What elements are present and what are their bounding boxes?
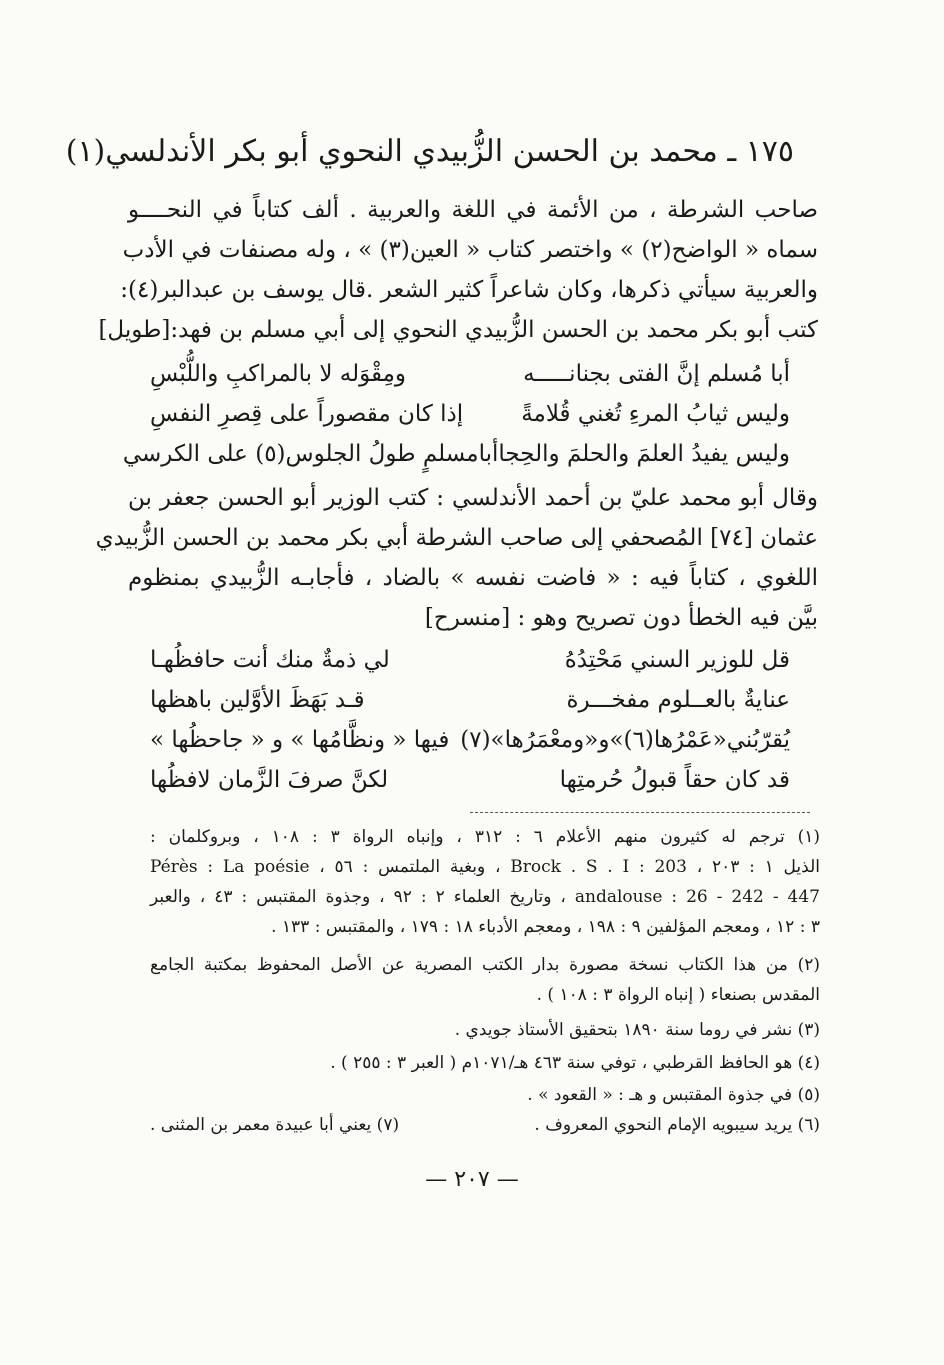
verse-second-hemistich: إذا كان مقصوراً على قِصرِ النفسِ [150, 401, 464, 427]
verse-first-hemistich: يُقرّبُني«عَمْرُها(٦)»و«ومعْمَرُها»(٧) [460, 727, 790, 753]
page-number: — ٢٠٧ — [425, 1167, 519, 1192]
footnote-separator [470, 812, 810, 813]
body-line: كتب أبو بكر محمد بن الحسن الزُّبيدي النحوي إلى أبي مسلم بن فهد:[طويل] [98, 317, 818, 343]
body-line: والعربية سيأتي ذكرها، وكان شاعراً كثير الشعر .قال يوسف بن عبدالبر(٤): [120, 277, 818, 303]
verse-first-hemistich: قل للوزير السني مَحْتِدُهُ [564, 647, 790, 673]
verse-second-hemistich: لكنَّ صرفَ الزَّمان لافظُها [150, 767, 389, 793]
verse-line [150, 640, 790, 680]
footnote-line: (٥) في جذوة المقتبس و هـ : « القعود » . [527, 1085, 820, 1105]
verse-second-hemistich: فيها « ونظَّامُها » و « جاحظُها » [150, 727, 450, 753]
footnote-line: (٤) هو الحافظ القرطبي ، توفي سنة ٤٦٣ هـ/١٠٧١م ( العبر ٣ : ٢٥٥ ) . [330, 1053, 820, 1073]
verse-first-hemistich: عنايةٌ بالعــلوم مفخـــرة [566, 687, 790, 713]
footnote-line: ٣ : ١٢ ، ومعجم المؤلفين ٩ : ١٩٨ ، ومعجم الأدباء ١٨ : ١٧٩ ، والمقتبس : ١٣٣ . [271, 917, 820, 937]
verse-first-hemistich: وليس ثيابُ المرءِ تُغني قُلامةً [521, 401, 790, 427]
verse-second-hemistich: قـد بَهَظَ الأوَّلين باهظها [150, 687, 365, 713]
footnote-line: الذيل ١ : ٢٠٣ ، Brock . S . I : 203 ، وبغية الملتمس : ٥٦ ، Pérès : La poésie [150, 857, 820, 877]
footnote-6: (٦) يريد سيبويه الإمام النحوي المعروف . [534, 1115, 820, 1135]
verse-first-hemistich: قد كان حقاً قبولُ حُرمتِها [559, 767, 790, 793]
footnote-line: (٣) نشر في روما سنة ١٨٩٠ بتحقيق الأستاذ جويدي . [454, 1020, 820, 1040]
verse-line [150, 720, 790, 760]
footnote-line: andalouse : 26 - 242 - 447 ، وتاريخ العلماء ٢ : ٩٢ ، وجذوة المقتبس : ٤٣ ، والعبر [150, 887, 820, 907]
verse-line [150, 354, 790, 394]
verse-first-hemistich: أبا مُسلم إنَّ الفتى بجنانـــــه [523, 361, 790, 387]
verse-second-hemistich: ومِقْوَله لا بالمراكبِ واللُّبْسِ [150, 361, 407, 387]
footnote-line [150, 1110, 820, 1140]
entry-title: ١٧٥ ـ محمد بن الحسن الزُّبيدي النحوي أبو بكر الأندلسي(١) [65, 134, 794, 169]
body-line: بيَّن فيه الخطأ دون تصريح وهو : [منسرح] [424, 605, 818, 631]
verse-second-hemistich: أبامسلمٍ طولُ الجلوس(٥) على الكرسي [122, 441, 499, 467]
verse-line [150, 394, 790, 434]
footnote-line: (٢) من هذا الكتاب نسخة مصورة بدار الكتب المصرية عن الأصل المحفوظ بمكتبة الجامع [150, 955, 820, 975]
footnote-line: المقدس بصنعاء ( إنباه الرواة ٣ : ١٠٨ ) . [536, 985, 820, 1005]
verse-line [150, 680, 790, 720]
body-line: صاحب الشرطة ، من الأئمة في اللغة والعربية . ألف كتاباً في النحــــو [128, 197, 818, 223]
verse-line [122, 434, 790, 474]
body-line: عثمان [٧٤] المُصحفي إلى صاحب الشرطة أبي بكر محمد بن الحسن الزُّبيدي [95, 525, 818, 551]
footnote-line: (١) ترجم له كثيرون منهم الأعلام ٦ : ٣١٢ ، وإنباه الرواة ٣ : ١٠٨ ، وبروكلمان : [150, 827, 820, 847]
verse-line [150, 760, 790, 800]
verse-first-hemistich: وليس يفيدُ العلمَ والحلمَ والحِجا [498, 441, 790, 467]
body-line: سماه « الواضح(٢) » واختصر كتاب « العين(٣) » ، وله مصنفات في الأدب [122, 237, 818, 263]
verse-second-hemistich: لي ذمةٌ منك أنت حافظُهـا [150, 647, 390, 673]
footnote-7: (٧) يعني أبا عبيدة معمر بن المثنى . [150, 1115, 400, 1135]
body-line: وقال أبو محمد عليّ بن أحمد الأندلسي : كتب الوزير أبو الحسن جعفر بن [128, 485, 818, 511]
body-line: اللغوي ، كتاباً فيه : « فاضت نفسه » بالضاد ، فأجابـه الزُّبيدي بمنظوم [128, 565, 818, 591]
